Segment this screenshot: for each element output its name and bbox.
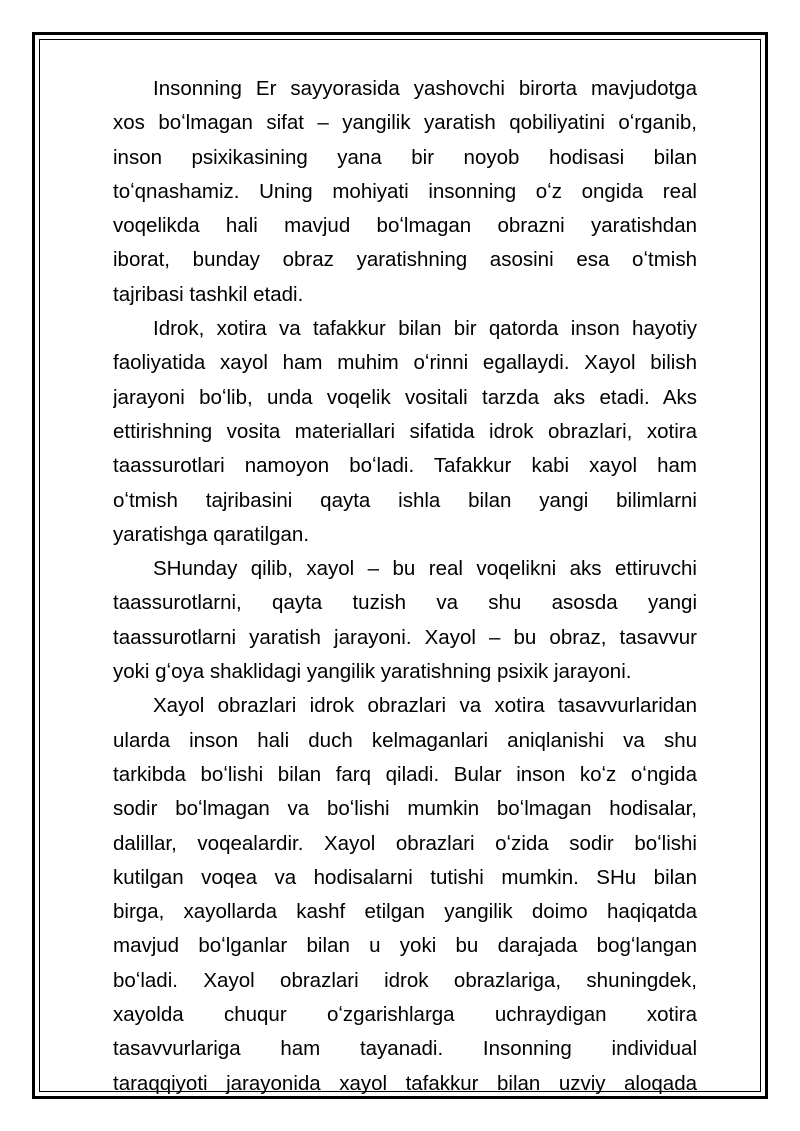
document-body <box>113 72 697 1097</box>
paragraph-line: dalillar, voqealardir. Xayol obrazlari oʻzida sodir boʻlishi <box>113 831 697 855</box>
paragraph-line: toʻqnashamiz. Uning mohiyati insonning oʻz ongida real <box>113 179 697 203</box>
paragraph-line: ularda inson hali duch kelmaganlari aniqlanishi va shu <box>113 728 697 752</box>
paragraph-line: jarayoni boʻlib, unda voqelik vositali tarzda aks etadi. Aks <box>113 385 697 409</box>
paragraph-line: voqelikda hali mavjud boʻlmagan obrazni yaratishdan <box>113 214 697 238</box>
paragraph-line: sodir boʻlmagan va boʻlishi mumkin boʻlmagan hodisalar, <box>113 797 697 821</box>
paragraph-line: Insonning Er sayyorasida yashovchi birorta mavjudotga <box>153 77 697 100</box>
paragraph-line: birga, xayollarda kashf etilgan yangilik doimo haqiqatda <box>113 900 697 924</box>
paragraph-line: xos boʻlmagan sifat – yangilik yaratish qobiliyatini oʻrganib, <box>113 111 697 135</box>
paragraph-line: tajribasi tashkil etadi. <box>113 282 304 306</box>
paragraph-line: boʻladi. Xayol obrazlari idrok obrazlariga, shuningdek, <box>113 968 697 992</box>
paragraph-line: taraqqiyoti jarayonida xayol tafakkur bilan uzviy aloqada <box>113 1071 697 1095</box>
paragraph-line: yoki gʻoya shaklidagi yangilik yaratishning psixik jarayoni. <box>113 660 632 684</box>
paragraph-line: taassurotlarni yaratish jarayoni. Xayol – bu obraz, tasavvur <box>113 625 697 649</box>
paragraph-line: kutilgan voqea va hodisalarni tutishi mumkin. SHu bilan <box>113 865 697 889</box>
paragraph-line: SHunday qilib, xayol – bu real voqelikni aks ettiruvchi <box>153 557 697 581</box>
paragraph-line: tasavvurlariga ham tayanadi. Insonning individual <box>113 1037 697 1061</box>
paragraph-line: iborat, bunday obraz yaratishning asosini esa oʻtmish <box>113 248 697 272</box>
paragraph-line: taassurotlarni, qayta tuzish va shu asosda yangi <box>113 591 697 615</box>
paragraph-line: yaratishga qaratilgan. <box>113 522 310 546</box>
paragraph-line: inson psixikasining yana bir noyob hodisasi bilan <box>113 145 697 169</box>
paragraph-line: mavjud boʻlganlar bilan u yoki bu darajada bogʻlangan <box>113 934 697 958</box>
paragraph-line: faoliyatida xayol ham muhim oʻrinni egallaydi. Xayol bilish <box>113 351 697 375</box>
paragraph-line: tarkibda boʻlishi bilan farq qiladi. Bular inson koʻz oʻngida <box>113 762 697 786</box>
paragraph-line: ettirishning vosita materiallari sifatida idrok obrazlari, xotira <box>113 419 697 443</box>
paragraph-line: xayolda chuqur oʻzgarishlarga uchraydigan xotira <box>113 1003 697 1027</box>
paragraph-line: Idrok, xotira va tafakkur bilan bir qatorda inson hayotiy <box>153 317 697 341</box>
paragraph-line: oʻtmish tajribasini qayta ishla bilan yangi bilimlarni <box>113 488 697 512</box>
paragraph-line: Xayol obrazlari idrok obrazlari va xotira tasavvurlaridan <box>153 694 697 718</box>
paragraph-line: taassurotlari namoyon boʻladi. Tafakkur kabi xayol ham <box>113 454 697 478</box>
